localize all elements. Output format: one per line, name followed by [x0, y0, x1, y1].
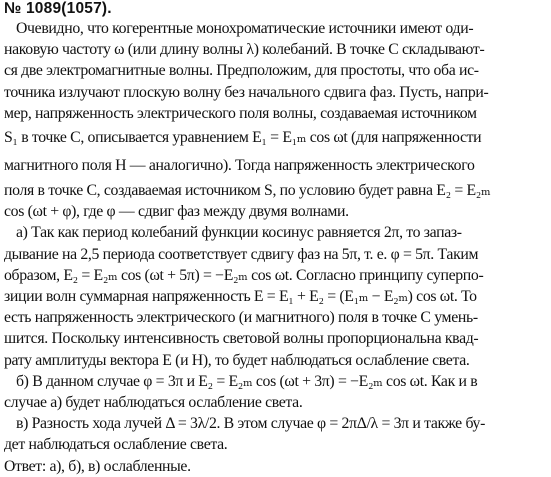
text-line: ся две электромагнитные волны. Предположим, для простоты, что оба ис-: [4, 62, 479, 80]
text-line: а) Так как период колебаний функции косинус равняется 2π, то запаз-: [16, 224, 462, 242]
formula-line: в) Разность хода лучей Δ = 3λ/2. В этом случае φ = 2πΔ/λ = 3π и также бу-: [16, 415, 485, 433]
text-line: рату амплитуды вектора E (и H), то будет наблюдаться ослабление света.: [4, 351, 470, 369]
formula-line: образом, E₂ = E₂ₘ cos (ωt + 5π) = −E₂ₘ cos ωt. Согласно принципу суперпо-: [4, 266, 484, 284]
text-line: магнитного поля H — аналогично). Тогда напряженность электрического: [4, 157, 475, 175]
problem-number: № 1089(1057).: [4, 0, 112, 17]
text-line: дет наблюдаться ослабление света.: [4, 436, 228, 454]
answer-line: Ответ: а), б), в) ослабленные.: [4, 457, 191, 475]
text-line: наковую частоту ω (или длину волны λ) колебаний. В точке C складывают-: [4, 41, 485, 59]
formula-line: зиции волн суммарная напряженность E = E₁ + E₂ = (E₁ₘ − E₂ₘ) cos ωt. То: [4, 288, 477, 306]
formula-line: S₁ в точке C, описывается уравнением E₁ = E₁ₘ cos ωt (для напряженности: [4, 129, 482, 147]
text-line: есть напряженность электрического (и магнитного) поля в точке C умень-: [4, 309, 478, 327]
text-line: дывание на 2,5 периода соответствует сдвигу фаз на 5π, т. е. φ = 5π. Таким: [4, 245, 479, 263]
formula-line: б) В данном случае φ = 3π и E₂ = E₂ₘ cos (ωt + 3π) = −E₂ₘ cos ωt. Как и в: [16, 372, 478, 390]
text-line: мер, напряженность электрического поля волны, создаваемая источником: [4, 104, 477, 122]
text-line: Очевидно, что когерентные монохроматические источники имеют оди-: [16, 20, 474, 37]
formula-line: cos (ωt + φ), где φ — сдвиг фаз между двумя волнами.: [4, 203, 349, 221]
text-line: точника излучают плоскую волну без начального сдвига фаз. Пусть, напри-: [4, 83, 489, 101]
formula-line: поля в точке C, создаваемая источником S, по условию будет равна E₂ = E₂ₘ: [4, 182, 491, 200]
text-line: шится. Поскольку интенсивность световой волны пропорциональна квад-: [4, 330, 479, 348]
text-line: случае а) будет наблюдаться ослабление света.: [4, 394, 303, 412]
